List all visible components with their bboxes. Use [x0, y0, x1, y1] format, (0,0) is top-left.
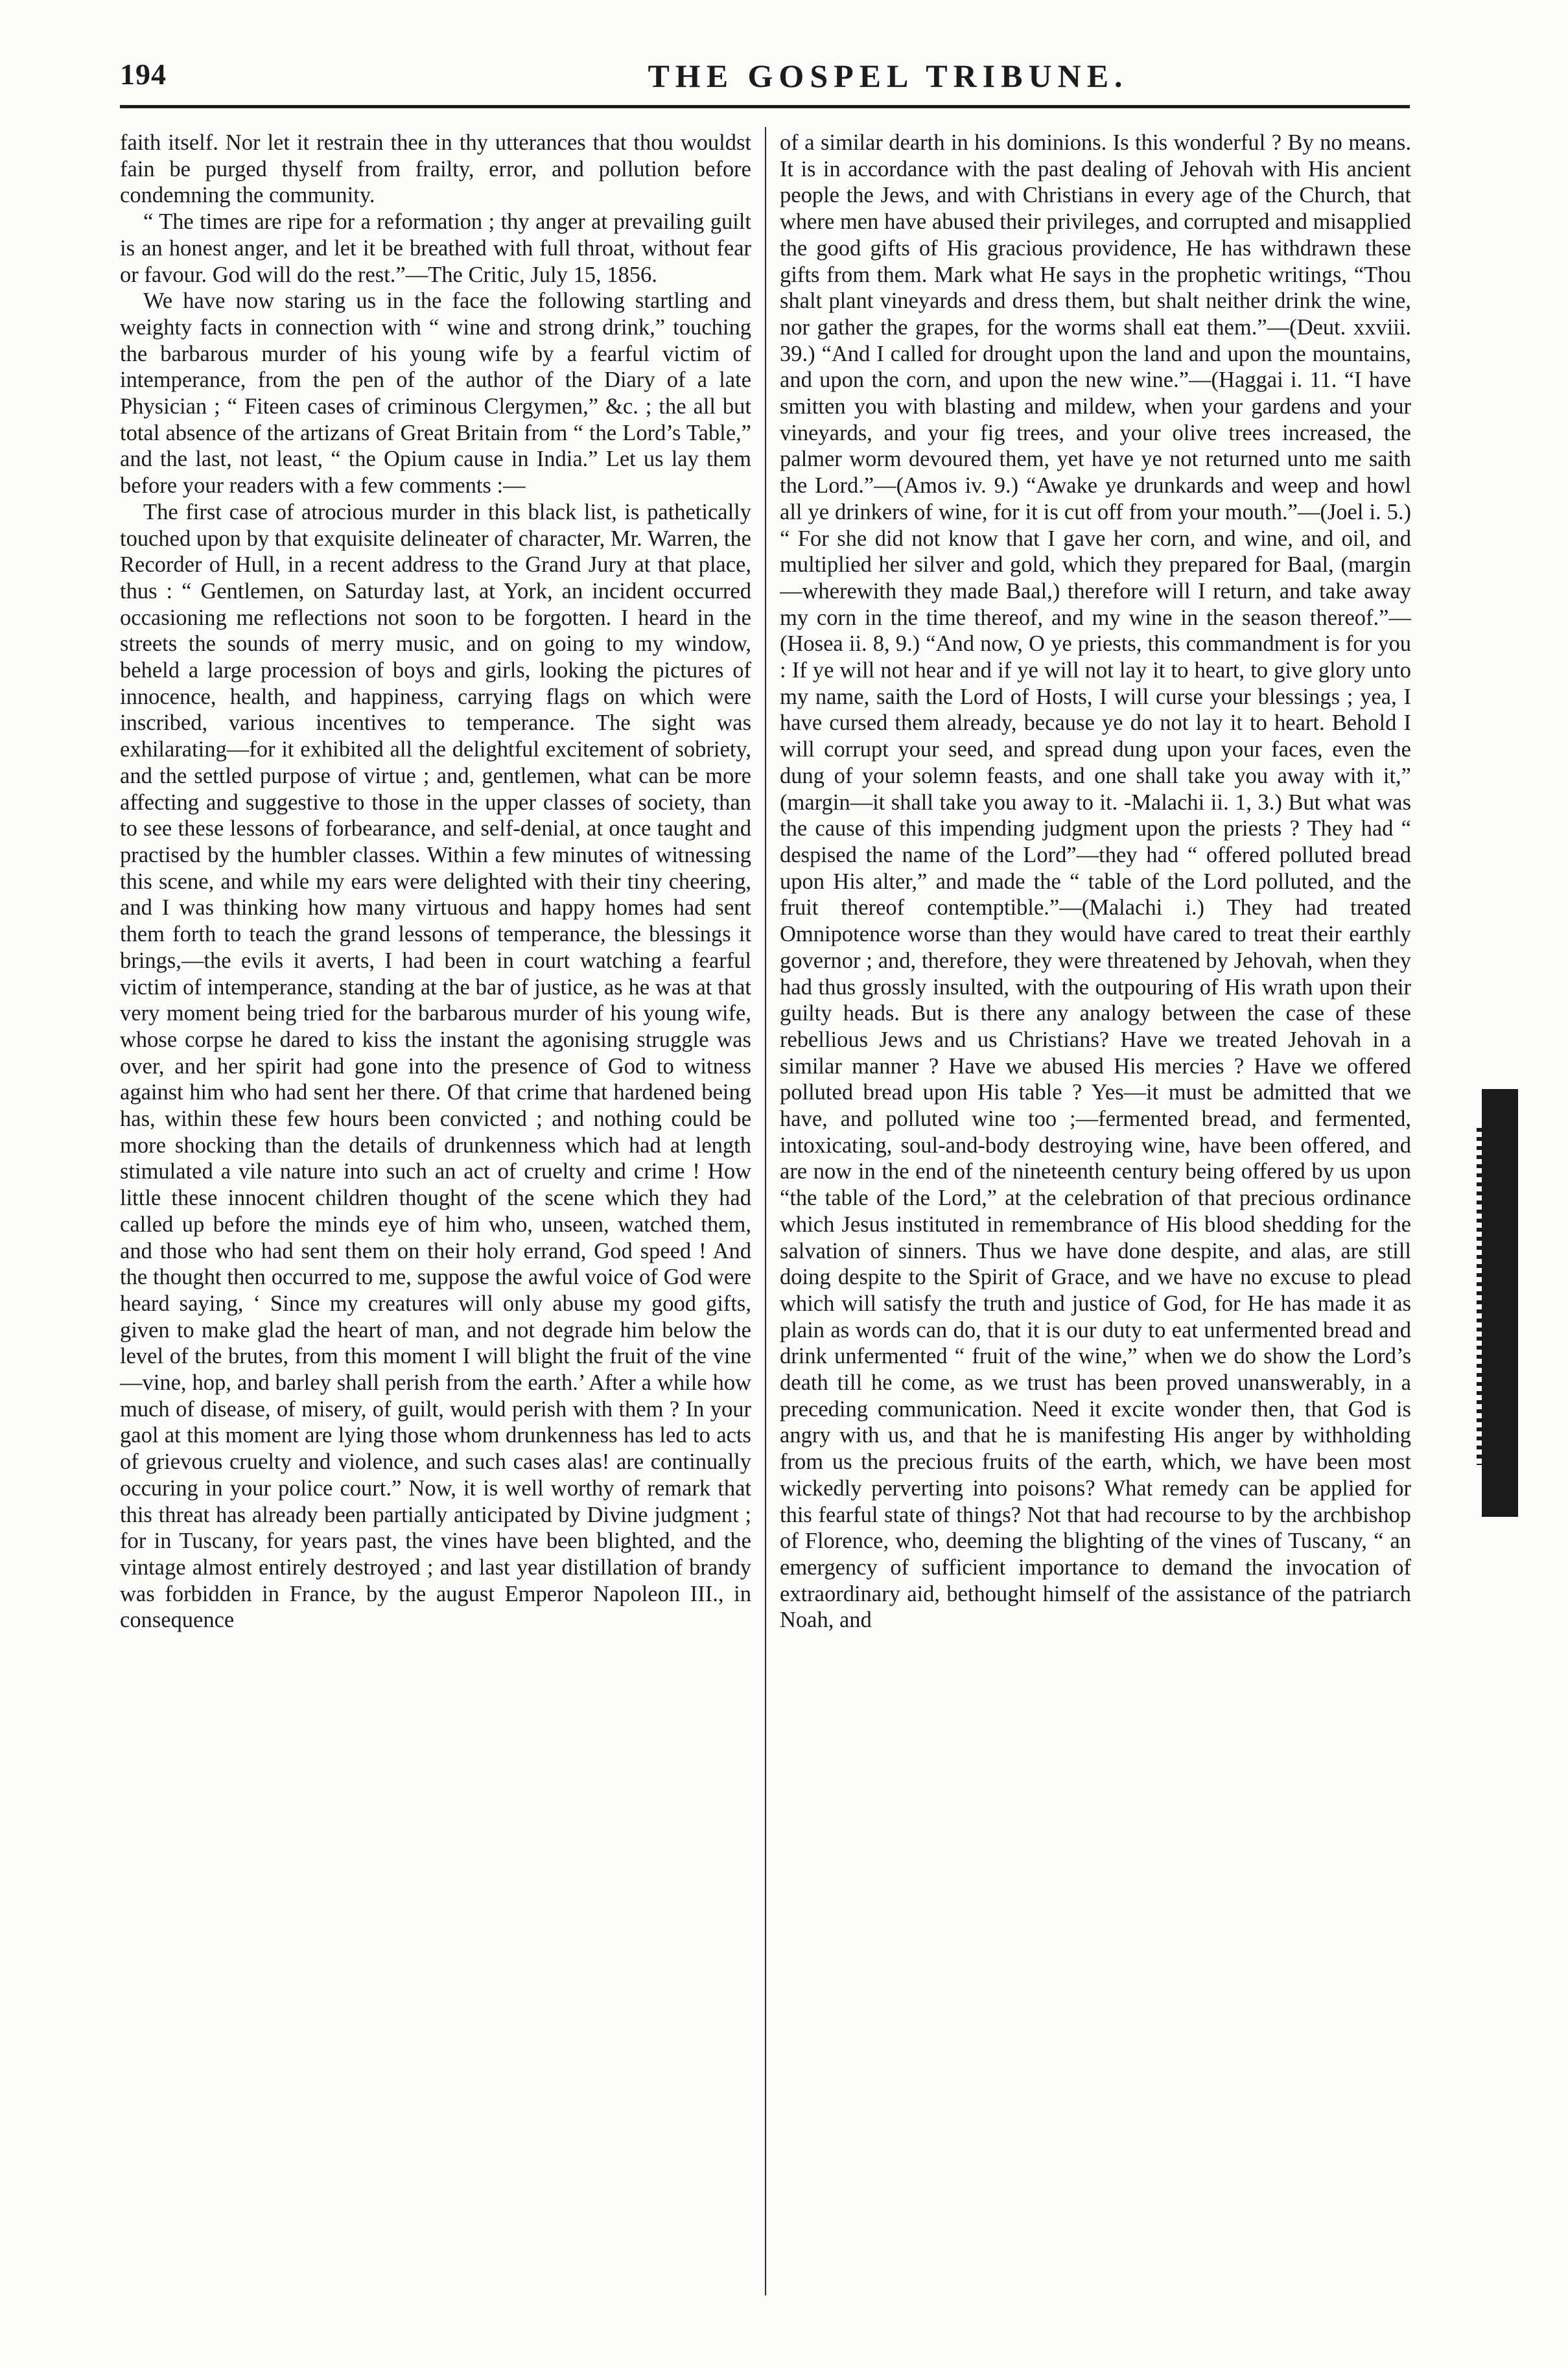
paragraph: We have now staring us in the face the following startling and weighty facts in connection with “ wine and strong drink,” touching the barbarous murder of his young wife by a fearful victim of intemperance, from the pen of the author of the Diary of a late Physician ; “ Fiteen cases of criminous Clergymen,” &c. ; the all but total absence of the artizans of Great Britain from “ the Lord’s Table,” and the last, not least, “ the Opium cause in India.” Let us lay them before your readers with a few comments :— — [120, 288, 751, 498]
publication-title: THE GOSPEL TRIBUNE. — [648, 58, 1129, 94]
paragraph: The first case of atrocious murder in this black list, is pathetically touched upon by that exquisite delineater of character, Mr. Warren, the Recorder of Hull, in a recent address to the Grand Jury at that place, thus : “ Gentlemen, on Saturday last, at York, an incident occurred occasioning me reflections not soon to be forgotten. I heard in the streets the sounds of merry music, and on going to my window, beheld a large procession of boys and girls, looking the pictures of innocence, health, and happiness, carrying flags on which were inscribed, various incentives to temperance. The sight was exhilarating—for it exhibited all the delightful excitement of sobriety, and the settled purpose of virtue ; and, gentlemen, what can be more affecting and suggestive to those in the upper classes of society, than to see these lessons of forbearance, and self-denial, at once taught and practised by the humbler classes. Within a few minutes of witnessing this scene, and while my ears were delighted with their tiny cheering, and I was thinking how many virtuous and happy homes had sent them forth to teach the grand lessons of temperance, the blessings it brings,—the evils it averts, I had been in court watching a fearful victim of intemperance, standing at the bar of justice, as he was at that very moment being tried for the barbarous murder of his young wife, whose corpse he dared to kiss the instant the agonising struggle was over, and her spirit had gone into the presence of God to witness against him who had sent her there. Of that crime that hardened being has, within these few hours been convicted ; and nothing could be more shocking than the details of drunkenness which had at length stimulated a vile nature into such an act of cruelty and crime ! How little these innocent children thought of the scene which they had called up before the minds eye of him who, unseen, watched them, and those who had sent them on their holy errand, God speed ! And the thought then occurred to me, suppose the awful voice of God were heard saying, ‘ Since my creatures will only abuse my good gifts, given to make glad the heart of man, and not degrade him below the level of the brutes, from this moment I will blight the fruit of the vine—vine, hop, and barley shall perish from the earth.’ After a while how much of disease, of misery, of guilt, would perish with them ? In your gaol at this moment are lying those whom drunkenness has led to acts of grievous cruelty and violence, and such cases alas! are continually occuring in your police court.” Now, it is well worthy of remark that this threat has already been partially anticipated by Divine judgment ; for in Tuscany, for years past, the vines have been blighted, and the vintage almost entirely destroyed ; and last year distillation of brandy was forbidden in France, by the august Emperor Napoleon III., in consequence — [120, 499, 751, 1633]
paragraph: of a similar dearth in his dominions. Is this wonderful ? By no means. It is in accordance with the past dealing of Jehovah with His ancient people the Jews, and with Christians in every age of the Church, that where men have abused their privileges, and corrupted and misapplied the good gifts of His gracious providence, He has withdrawn these gifts from them. Mark what He says in the prophetic writings, “Thou shalt plant vineyards and dress them, but shalt neither drink the wine, nor gather the grapes, for the worms shall eat them.”—(Deut. xxviii. 39.) “And I called for drought upon the land and upon the mountains, and upon the corn, and upon the new wine.”—(Haggai i. 11. “I have smitten you with blasting and mildew, when your gardens and your vineyards, and your fig trees, and your olive trees increased, the palmer worm devoured them, yet have ye not returned unto me saith the Lord.”—(Amos iv. 9.) “Awake ye drunkards and weep and howl all ye drinkers of wine, for it is cut off from your mouth.”—(Joel i. 5.) “ For she did not know that I gave her corn, and wine, and oil, and multiplied her silver and gold, which they prepared for Baal, (margin—wherewith they made Baal,) therefore will I return, and take away my corn in the time thereof, and my wine in the season thereof.”—(Hosea ii. 8, 9.) “And now, O ye priests, this commandment is for you : If ye will not hear and if ye will not lay it to heart, to give glory unto my name, saith the Lord of Hosts, I will curse your blessings ; yea, I have cursed them already, because ye do not lay it to heart. Behold I will corrupt your seed, and spread dung upon your faces, even the dung of your solemn feasts, and one shall take you away with it,” (margin—it shall take you away to it. -Malachi ii. 1, 3.) But what was the cause of this impending judgment upon the priests ? They had “ despised the name of the Lord”—they had “ offered polluted bread upon His alter,” and made the “ table of the Lord polluted, and the fruit thereof contemptible.”—(Malachi i.) They had treated Omnipotence worse than they would have cared to treat their earthly governor ; and, therefore, they were threatened by Jehovah, when they had thus grossly insulted, with the outpouring of His wrath upon their guilty heads. But is there any analogy between the case of these rebellious Jews and us Christians? Have we treated Jehovah in a similar manner ? Have we abused His mercies ? Have we offered polluted bread upon His table ? Yes—it must be admitted that we have, and polluted wine too ;—fermented bread, and fermented, intoxicating, soul-and-body destroying wine, have been offered, and are now in the end of the nineteenth century being offered by us upon “the table of the Lord,” at the celebration of that precious ordinance which Jesus instituted in remembrance of His blood shedding for the salvation of sinners. Thus we have done despite, and alas, are still doing despite to the Spirit of Grace, and we have no excuse to plead which will satisfy the truth and justice of God, for He has made it as plain as words can do, that it is our duty to eat unfermented bread and drink unfermented “ fruit of the wine,” when we do show the Lord’s death till he come, as we trust has been proved unanswerably, in a preceding communication. Need it excite wonder then, that God is angry with us, and that he is manifesting His anger by withholding from us the precious fruits of the earth, which, we have been most wickedly perverting into poisons? What remedy can be applied for this fearful state of things? Not that had recourse to by the archbishop of Florence, who, deeming the blighting of the vines of Tuscany, “ an emergency of sufficient importance to demand the invocation of extraordinary aid, bethought himself of the assistance of the patriarch Noah, and — [780, 130, 1411, 1633]
page-number: 194 — [120, 58, 167, 91]
page-header — [120, 57, 1410, 109]
left-column — [120, 130, 751, 2295]
scan-binding-mark — [1482, 1089, 1518, 1517]
paragraph: faith itself. Nor let it restrain thee in thy utterances that thou wouldst fain be purged thyself from frailty, error, and pollution before condemning the community. — [120, 130, 751, 208]
column-divider — [765, 127, 766, 2295]
header-rule — [120, 105, 1410, 108]
paragraph: “ The times are ripe for a reformation ; thy anger at prevailing guilt is an honest anger, and let it be breathed with full throat, without fear or favour. God will do the rest.”—The Critic, July 15, 1856. — [120, 209, 751, 287]
right-column — [780, 130, 1411, 2295]
